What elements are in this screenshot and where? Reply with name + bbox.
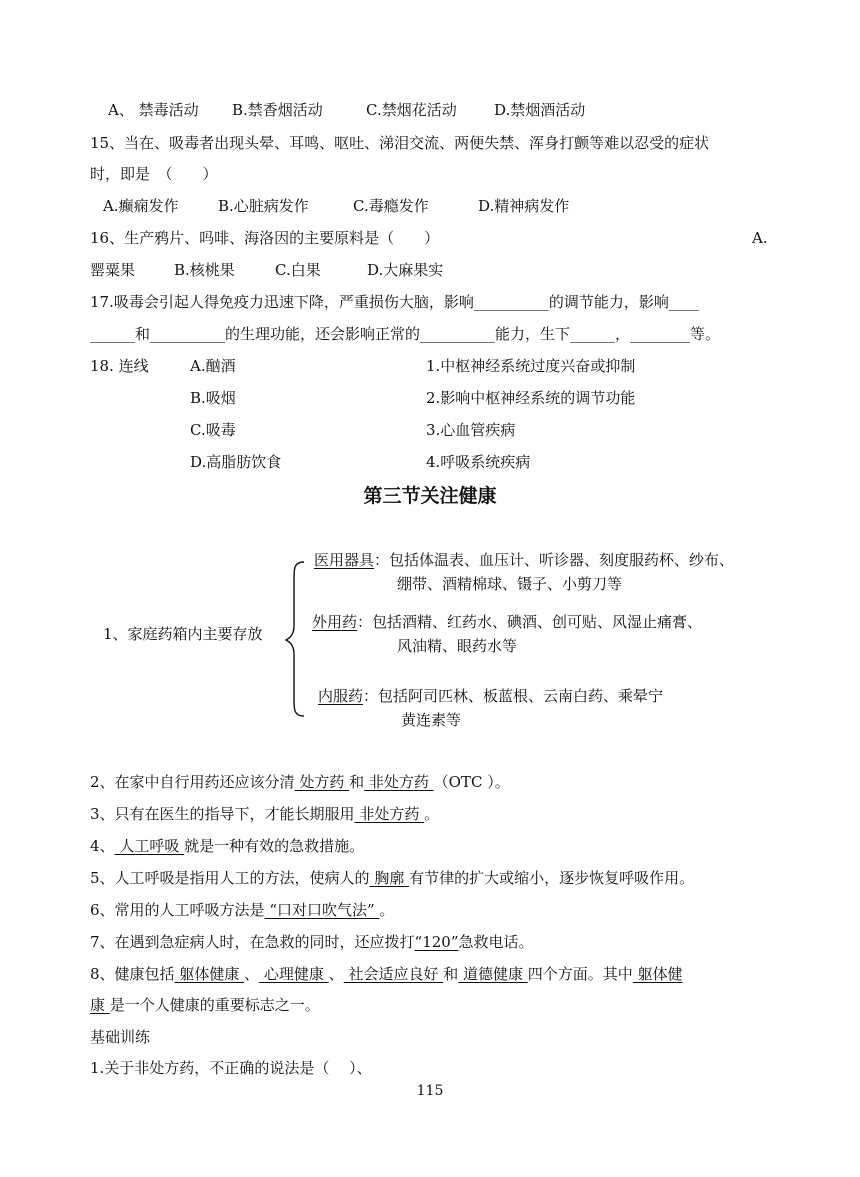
q18-right-2: 2.影响中枢神经系统的调节功能 <box>426 389 636 407</box>
item-4-text: 4、 <box>90 837 115 855</box>
kit-label: 1、家庭药箱内主要存放 <box>103 625 263 643</box>
item-3-text: 3、只有在医生的指导下，才能长期服用 <box>90 805 355 823</box>
q18-right-4: 4.呼吸系统疾病 <box>426 453 531 471</box>
item-2 <box>90 772 510 792</box>
q18-right-3: 3.心血管疾病 <box>426 421 516 439</box>
item-2-text-3: （OTC ）。 <box>433 773 510 791</box>
kit-medical-head: 医用器具 <box>314 551 375 569</box>
item-8-answer-4: 道德健康 <box>458 965 528 983</box>
item-4 <box>90 836 364 856</box>
item-8-answer-3: 社会适应良好 <box>343 965 444 983</box>
item-6-text-2: 。 <box>379 901 395 919</box>
q18-right-1: 1.中枢神经系统过度兴奋或抑制 <box>426 357 636 375</box>
q14-option-d: D.禁烟酒活动 <box>494 101 586 119</box>
kit-internal-line2: 黄连素等 <box>401 711 462 729</box>
item-8-sep-1: 、 <box>244 965 260 983</box>
item-7-answer: “120” <box>414 933 459 951</box>
kit-external-text: ：包括酒精、红药水、碘酒、创可贴、风湿止痛膏、 <box>357 613 703 631</box>
q18-left-b: B.吸烟 <box>190 389 236 407</box>
q15-option-b: B.心脏病发作 <box>218 197 309 215</box>
kit-medical-row <box>314 550 734 570</box>
item-8-answer-5: 躯体健 <box>632 965 683 983</box>
item-6-text: 6、常用的人工呼吸方法是 <box>90 901 265 919</box>
kit-medical-text: ：包括体温表、血压计、听诊器、刻度服药杯、纱布、 <box>374 551 735 569</box>
kit-external-head: 外用药 <box>312 613 358 631</box>
q18-label: 18. 连线 <box>90 357 149 375</box>
item-8-answer-2: 心理健康 <box>259 965 329 983</box>
page-number: 115 <box>416 1083 444 1099</box>
q18-left-c: C.吸毒 <box>190 421 236 439</box>
training-question-1: 1.关于非处方药，不正确的说法是（ ）、 <box>90 1059 372 1077</box>
kit-external-row <box>312 612 702 632</box>
item-4-text-2: 就是一种有效的急救措施。 <box>184 837 365 855</box>
item-8-line2 <box>90 995 320 1015</box>
q18-left-d: D.高脂肪饮食 <box>190 453 282 471</box>
item-2-answer-2: 非处方药 <box>364 773 434 791</box>
item-3-text-2: 。 <box>424 805 440 823</box>
item-7-text: 7、在遇到急症病人时，在急救的同时，还应拨打 <box>90 933 415 951</box>
q16-option-a-label: A. <box>752 229 768 247</box>
q14-option-a: A、 禁毒活动 <box>108 101 199 119</box>
item-8-sep-2: 、 <box>328 965 344 983</box>
kit-internal-row <box>318 686 663 706</box>
kit-internal-head: 内服药 <box>318 687 364 705</box>
item-8 <box>90 964 683 984</box>
item-6 <box>90 900 394 920</box>
q15-option-d: D.精神病发作 <box>478 197 570 215</box>
item-7 <box>90 932 534 952</box>
item-2-answer-1: 处方药 <box>294 773 350 791</box>
q15-line1: 15、当在、吸毒者出现头晕、耳鸣、呕吐、涕泪交流、两便失禁、浑身打颤等难以忍受的症状 <box>90 134 710 152</box>
item-5-text: 5、人工呼吸是指用人工的方法，使病人的 <box>90 869 370 887</box>
q17-line2: ______和__________的生理功能，还会影响正常的__________能力，生下______，________等。 <box>90 325 721 343</box>
item-5-text-2: 有节律的扩大或缩小，逐步恢复呼吸作用。 <box>409 869 695 887</box>
kit-internal-text: ：包括阿司匹林、板蓝根、云南白药、乘晕宁 <box>363 687 664 705</box>
q17-line1: 17.吸毒会引起人得免疫力迅速下降，严重损伤大脑，影响__________的调节能力，影响____ <box>90 293 699 311</box>
q16-option-c: C.白果 <box>275 261 321 279</box>
q14-option-c: C.禁烟花活动 <box>366 101 457 119</box>
item-2-text-2: 和 <box>349 773 365 791</box>
item-4-answer: 人工呼吸 <box>114 837 185 855</box>
q18-left-a: A.酗酒 <box>190 357 236 375</box>
item-8-text-3: 是一个人健康的重要标志之一。 <box>109 996 320 1014</box>
item-8-text-2: 四个方面。其中 <box>527 965 633 983</box>
item-6-answer: “口对口吹气法” <box>264 901 380 919</box>
section-title: 第三节关注健康 <box>363 485 497 507</box>
item-8-sep-3: 和 <box>443 965 459 983</box>
item-8-answer-1: 躯体健康 <box>174 965 245 983</box>
item-8-answer-5-cont: 康 <box>90 996 110 1014</box>
curly-brace-icon <box>284 560 306 718</box>
item-3 <box>90 804 439 824</box>
q14-option-b: B.禁香烟活动 <box>232 101 323 119</box>
q16-option-b: B.核桃果 <box>174 261 235 279</box>
item-7-text-2: 急救电话。 <box>458 933 534 951</box>
item-5-answer: 胸廓 <box>369 869 410 887</box>
item-5 <box>90 868 694 888</box>
q16-option-a: 罂粟果 <box>90 261 136 279</box>
q15-line2: 时，即是 （ ） <box>90 165 218 183</box>
q15-option-c: C.毒瘾发作 <box>353 197 429 215</box>
kit-medical-line2: 绷带、酒精棉球、镊子、小剪刀等 <box>397 575 623 593</box>
item-3-answer: 非处方药 <box>354 805 425 823</box>
item-2-text: 2、在家中自行用药还应该分清 <box>90 773 295 791</box>
q16-line1: 16、生产鸦片、吗啡、海洛因的主要原料是（ ） <box>90 229 440 247</box>
item-8-text: 8、健康包括 <box>90 965 175 983</box>
q16-option-d: D.大麻果实 <box>367 261 444 279</box>
q15-option-a: A.癫痫发作 <box>103 197 179 215</box>
training-title: 基础训练 <box>90 1028 151 1046</box>
kit-external-line2: 风油精、眼药水等 <box>397 637 518 655</box>
